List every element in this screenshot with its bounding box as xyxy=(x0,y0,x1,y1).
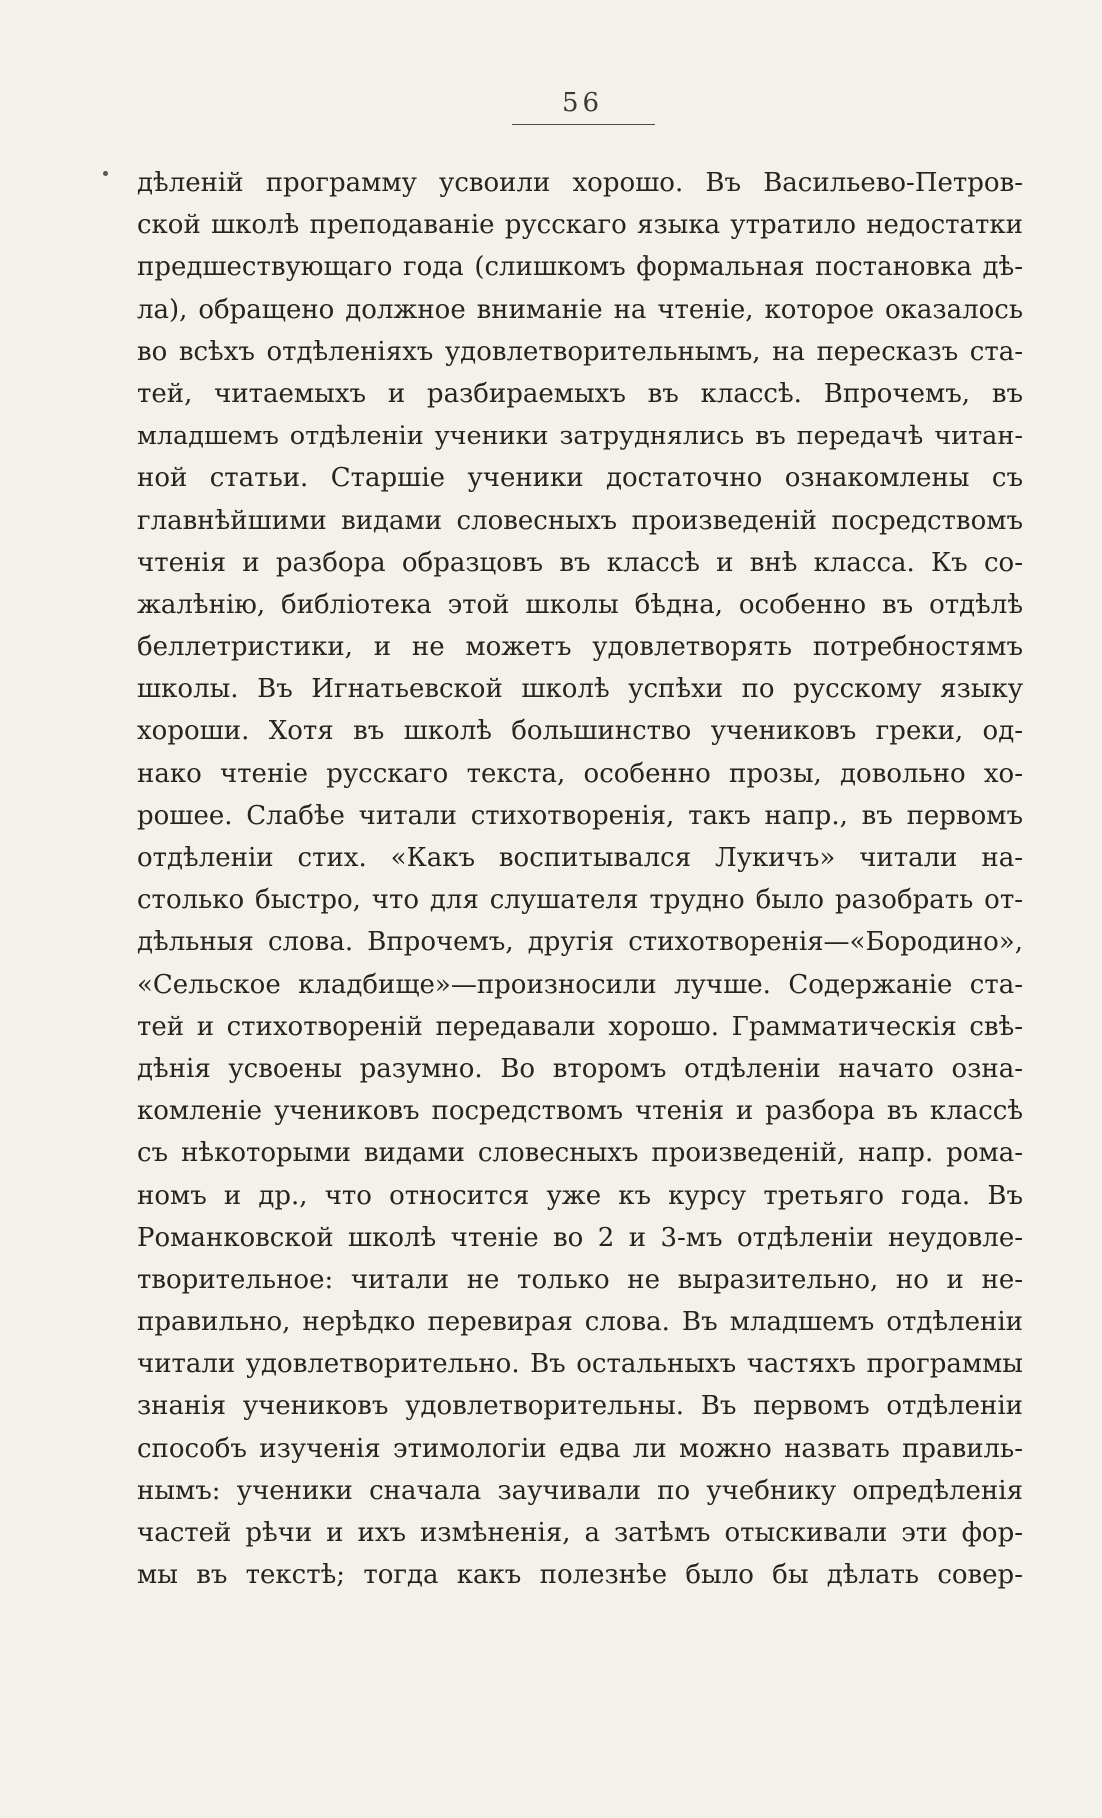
text-line: дѣльныя слова. Впрочемъ, другія стихотворенія—«Бородино», xyxy=(137,927,1023,958)
text-line: нымъ: ученики сначала заучивали по учебнику опредѣленія xyxy=(137,1475,1023,1506)
text-line: дѣленій программу усвоили хорошо. Въ Васильево-Петров- xyxy=(137,168,1023,198)
text-line: творительное: читали не только не выразительно, но и не- xyxy=(137,1264,1023,1295)
text-line: правильно, нерѣдко перевирая слова. Въ младшемъ отдѣленіи xyxy=(137,1307,1023,1338)
text-line: Романковской школѣ чтеніе во 2 и 3-мъ отдѣленіи неудовле- xyxy=(137,1222,1023,1253)
text-line: тей, читаемыхъ и разбираемыхъ въ классѣ. Впрочемъ, въ xyxy=(137,378,1023,409)
text-line: комленіе учениковъ посредствомъ чтенія и разбора въ классѣ xyxy=(137,1096,1023,1127)
text-line: чтенія и разбора образцовъ въ классѣ и внѣ класса. Къ со- xyxy=(137,547,1023,578)
text-line: читали удовлетворительно. Въ остальныхъ частяхъ программы xyxy=(137,1349,1023,1380)
text-line: жалѣнію, библіотека этой школы бѣдна, особенно въ отдѣлѣ xyxy=(137,589,1023,620)
text-line: ла), обращено должное вниманіе на чтеніе, которое оказалось xyxy=(137,294,1023,325)
text-line: во всѣхъ отдѣленіяхъ удовлетворительнымъ, на пересказъ ста- xyxy=(137,336,1023,367)
text-line: номъ и др., что относится уже къ курсу третьяго года. Въ xyxy=(137,1180,1023,1211)
text-line: ской школѣ преподаваніе русскаго языка утратило недостатки xyxy=(137,210,1023,241)
text-line: ной статьи. Старшіе ученики достаточно ознакомлены съ xyxy=(137,463,1023,494)
text-line: нако чтеніе русскаго текста, особенно прозы, довольно хо- xyxy=(137,758,1023,789)
margin-dot xyxy=(103,171,108,176)
text-line: главнѣйшими видами словесныхъ произведеній посредствомъ xyxy=(137,505,1023,536)
text-line: способъ изученія этимологіи едва ли можно назвать правиль- xyxy=(137,1433,1023,1464)
text-line: частей рѣчи и ихъ измѣненія, а затѣмъ отыскивали эти фор- xyxy=(137,1518,1023,1548)
text-line: младшемъ отдѣленіи ученики затруднялись въ передачѣ читан- xyxy=(137,421,1023,452)
body-text xyxy=(137,162,1023,1596)
text-line: мы въ текстѣ; тогда какъ полезнѣе было бы дѣлать совер- xyxy=(137,1560,1023,1591)
text-line: столько быстро, что для слушателя трудно было разобрать от- xyxy=(137,885,1023,916)
text-line: школы. Въ Игнатьевской школѣ успѣхи по русскому языку xyxy=(137,674,1023,705)
text-line: отдѣленіи стих. «Какъ воспитывался Лукичъ» читали на- xyxy=(137,843,1023,873)
text-line: «Сельское кладбище»—произносили лучше. Содержаніе ста- xyxy=(137,969,1023,1000)
header-rule xyxy=(512,124,655,125)
text-line: дѣнія усвоены разумно. Во второмъ отдѣленіи начато озна- xyxy=(137,1053,1023,1084)
text-line: предшествующаго года (слишкомъ формальная постановка дѣ- xyxy=(137,252,1023,283)
text-line: съ нѣкоторыми видами словесныхъ произведеній, напр. рома- xyxy=(137,1138,1023,1169)
text-line: рошее. Слабѣе читали стихотворенія, такъ напр., въ первомъ xyxy=(137,800,1023,831)
page-number: 56 xyxy=(561,88,604,118)
text-line: беллетристики, и не можетъ удовлетворять потребностямъ xyxy=(137,632,1023,663)
text-line: хороши. Хотя въ школѣ большинство учениковъ греки, од- xyxy=(137,716,1023,747)
text-line: знанія учениковъ удовлетворительны. Въ первомъ отдѣленіи xyxy=(137,1391,1023,1422)
text-line: тей и стихотвореній передавали хорошо. Грамматическія свѣ- xyxy=(137,1011,1023,1042)
